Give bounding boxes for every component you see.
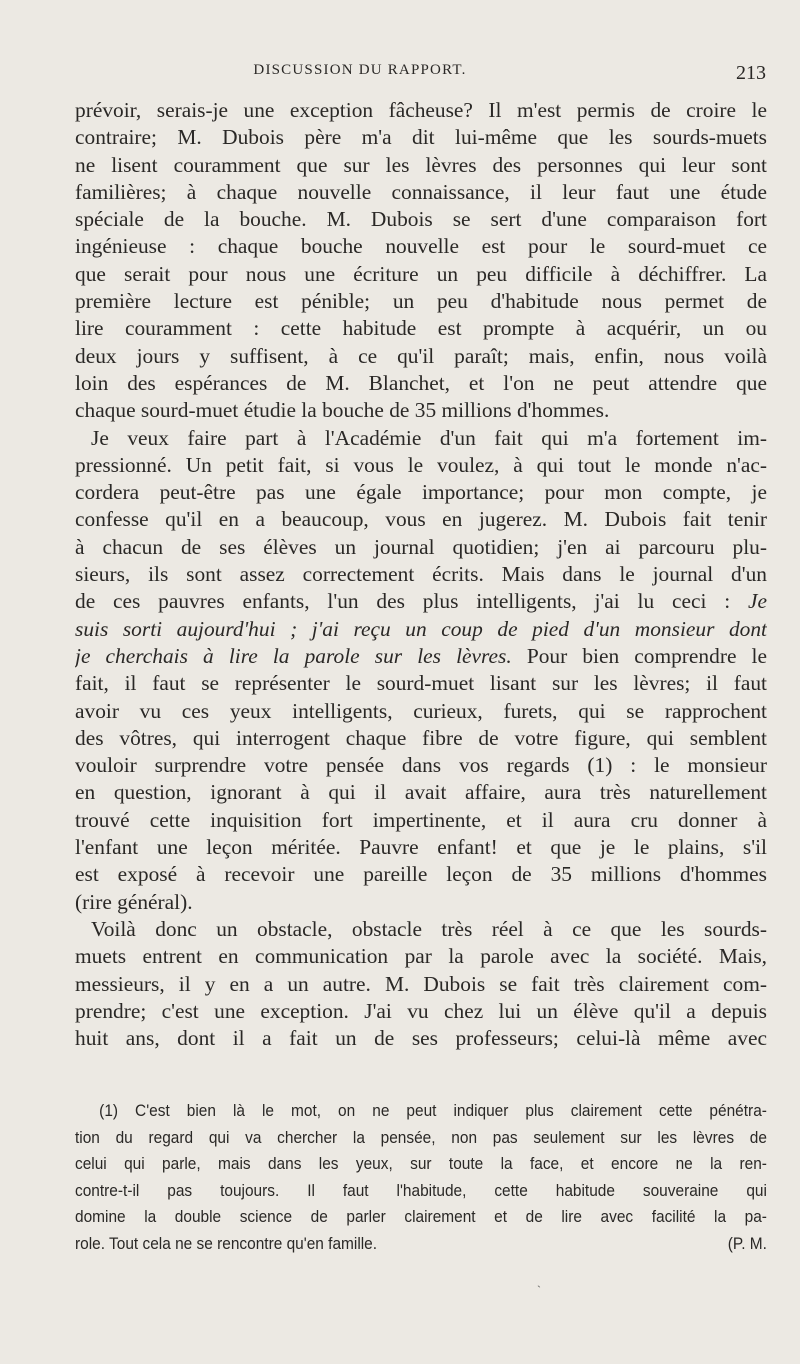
body-line-text: de ces pauvres enfants, l'un des plus intelligents, j'ai lu ceci : — [75, 589, 731, 614]
body-line: ingénieuse : chaque bouche nouvelle est pour le sourd-muet ce — [75, 234, 767, 259]
running-head — [0, 62, 800, 88]
body-line: pressionné. Un petit fait, si vous le voulez, à qui tout le monde n'ac- — [75, 452, 767, 477]
body-line: contraire; M. Dubois père m'a dit lui-même que les sourds-muets — [75, 125, 767, 150]
footnote-line: domine la double science de parler clairement et de lire avec facilité la pa- — [75, 1207, 767, 1227]
quote-italic-end: je cherchais à lire la parole sur les lèvres. — [75, 643, 512, 668]
body-line: en question, ignorant à qui il avait affaire, aura très naturellement — [75, 780, 767, 805]
footnote-signature: (P. M. — [727, 1233, 767, 1253]
body-line: muets entrent en communication par la parole avec la société. Mais, — [75, 944, 767, 969]
running-title: DISCUSSION DU RAPPORT. — [253, 62, 467, 78]
body-line: loin des espérances de M. Blanchet, et l'on ne peut attendre que — [75, 370, 767, 395]
body-text — [75, 97, 767, 1052]
quote-italic-start: Je — [747, 589, 767, 614]
body-line: (rire général). — [75, 889, 193, 914]
body-line: messieurs, il y en a un autre. M. Dubois se fait très clairement com- — [75, 971, 767, 996]
body-line: prendre; c'est une exception. J'ai vu chez lui un élève qu'il a depuis — [75, 998, 767, 1023]
body-line: ne lisent couramment que sur les lèvres des personnes qui leur sont — [75, 152, 767, 177]
footnote-line: celui qui parle, mais dans les yeux, sur toute la face, et encore ne la ren- — [75, 1154, 767, 1174]
body-line: des vôtres, qui interrogent chaque fibre de votre figure, qui semblent — [75, 725, 767, 750]
body-line: deux jours y suffisent, à ce qu'il paraît; mais, enfin, nous voilà — [75, 343, 767, 368]
quote-italic: suis sorti aujourd'hui ; j'ai reçu un coup de pied d'un monsieur dont — [75, 616, 767, 641]
body-line: prévoir, serais-je une exception fâcheuse? Il m'est permis de croire le — [75, 98, 767, 122]
body-line: chaque sourd-muet étudie la bouche de 35 millions d'hommes. — [75, 398, 610, 423]
body-line — [75, 616, 767, 643]
footnote — [75, 1098, 767, 1258]
body-line: huit ans, dont il a fait un de ses professeurs; celui-là même avec — [75, 1026, 767, 1051]
body-line: que serait pour nous une écriture un peu difficile à déchiffrer. La — [75, 261, 767, 286]
body-line — [75, 588, 767, 615]
page-number: 213 — [736, 62, 766, 84]
body-line: Je veux faire part à l'Académie d'un fait qui m'a fortement im- — [91, 425, 767, 450]
body-line: familières; à chaque nouvelle connaissance, il leur faut une étude — [75, 179, 767, 204]
body-line: est exposé à recevoir une pareille leçon de 35 millions d'hommes — [75, 862, 767, 887]
body-line: Voilà donc un obstacle, obstacle très réel à ce que les sourds- — [91, 916, 767, 941]
body-line: fait, il faut se représenter le sourd-muet lisant sur les lèvres; il faut — [75, 671, 767, 696]
body-line: l'enfant une leçon méritée. Pauvre enfant! et que je le plains, s'il — [75, 835, 767, 860]
footnote-line: contre-t-il pas toujours. Il faut l'habitude, cette habitude souveraine qui — [75, 1180, 767, 1200]
ink-speck: ˋ — [537, 1283, 541, 1297]
footnote-line: (1) C'est bien là le mot, on ne peut indiquer plus clairement cette pénétra- — [99, 1101, 767, 1120]
body-line: spéciale de la bouche. M. Dubois se sert d'une comparaison fort — [75, 207, 767, 232]
body-line-text: Pour bien comprendre le — [526, 643, 767, 668]
body-line: vouloir surprendre votre pensée dans vos regards (1) : le monsieur — [75, 753, 767, 778]
body-line — [75, 643, 767, 670]
footnote-line: tion du regard qui va chercher la pensée, non pas seulement sur les lèvres de — [75, 1127, 767, 1147]
body-line: trouvé cette inquisition fort impertinente, et il aura cru donner à — [75, 807, 767, 832]
body-line: avoir vu ces yeux intelligents, curieux, furets, qui se rapprochent — [75, 698, 767, 723]
body-line: sieurs, ils sont assez correctement écrits. Mais dans le journal d'un — [75, 562, 767, 587]
footnote-line-text: role. Tout cela ne se rencontre qu'en famille. — [75, 1233, 378, 1253]
body-line: à chacun de ses élèves un journal quotidien; j'en ai parcouru plu- — [75, 534, 767, 559]
body-line: cordera peut-être pas une égale importance; pour mon compte, je — [75, 480, 767, 505]
body-line: confesse qu'il en a beaucoup, vous en jugerez. M. Dubois fait tenir — [75, 507, 767, 532]
footnote-line — [75, 1231, 767, 1258]
body-line: lire couramment : cette habitude est prompte à acquérir, un ou — [75, 316, 767, 341]
body-line: première lecture est pénible; un peu d'habitude nous permet de — [75, 289, 767, 314]
